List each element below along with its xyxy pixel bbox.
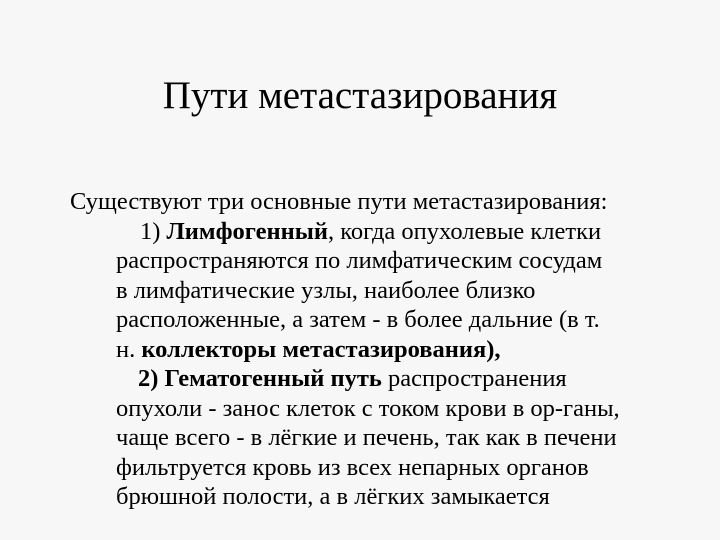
slide-title-text: Пути метастазирования [162, 74, 558, 117]
item2-line2: опухоли - занос клеток с током крови в ор-ганы, [116, 394, 620, 422]
item1-line1 [140, 217, 710, 247]
item1-line2: распространяются по лимфатическим сосудам [116, 247, 603, 274]
intro-text: Существуют три основные пути метастазирования: [70, 188, 608, 215]
item1-term: Лимфогенный [166, 217, 328, 245]
item2-line1 [138, 364, 710, 394]
item1-line5 [116, 335, 710, 365]
item2-term: 2) Гематогенный путь [138, 365, 382, 392]
item2-line4: фильтруется кровь из всех непарных органов [116, 453, 589, 481]
item2-line1-rest: распространения [381, 365, 567, 392]
item2-line3: чаще всего - в лёгкие и печень, так как в печени [116, 424, 617, 451]
item1-line5-bold: коллекторы метастазирования), [141, 335, 501, 363]
item1-number: 1) [140, 217, 167, 245]
item1-line5-prefix: н. [116, 335, 142, 363]
item2-line5: брюшной полости, а в лёгких замыкается [116, 483, 550, 510]
item1-line1-rest: , когда опухолевые клетки [327, 217, 602, 245]
item1-line3: в лимфатические узлы, наиболее близко [116, 276, 536, 304]
slide-title [0, 72, 720, 120]
item1-line4: расположенные, а затем - в более дальние (в т. [116, 306, 600, 333]
slide-body [70, 187, 710, 512]
